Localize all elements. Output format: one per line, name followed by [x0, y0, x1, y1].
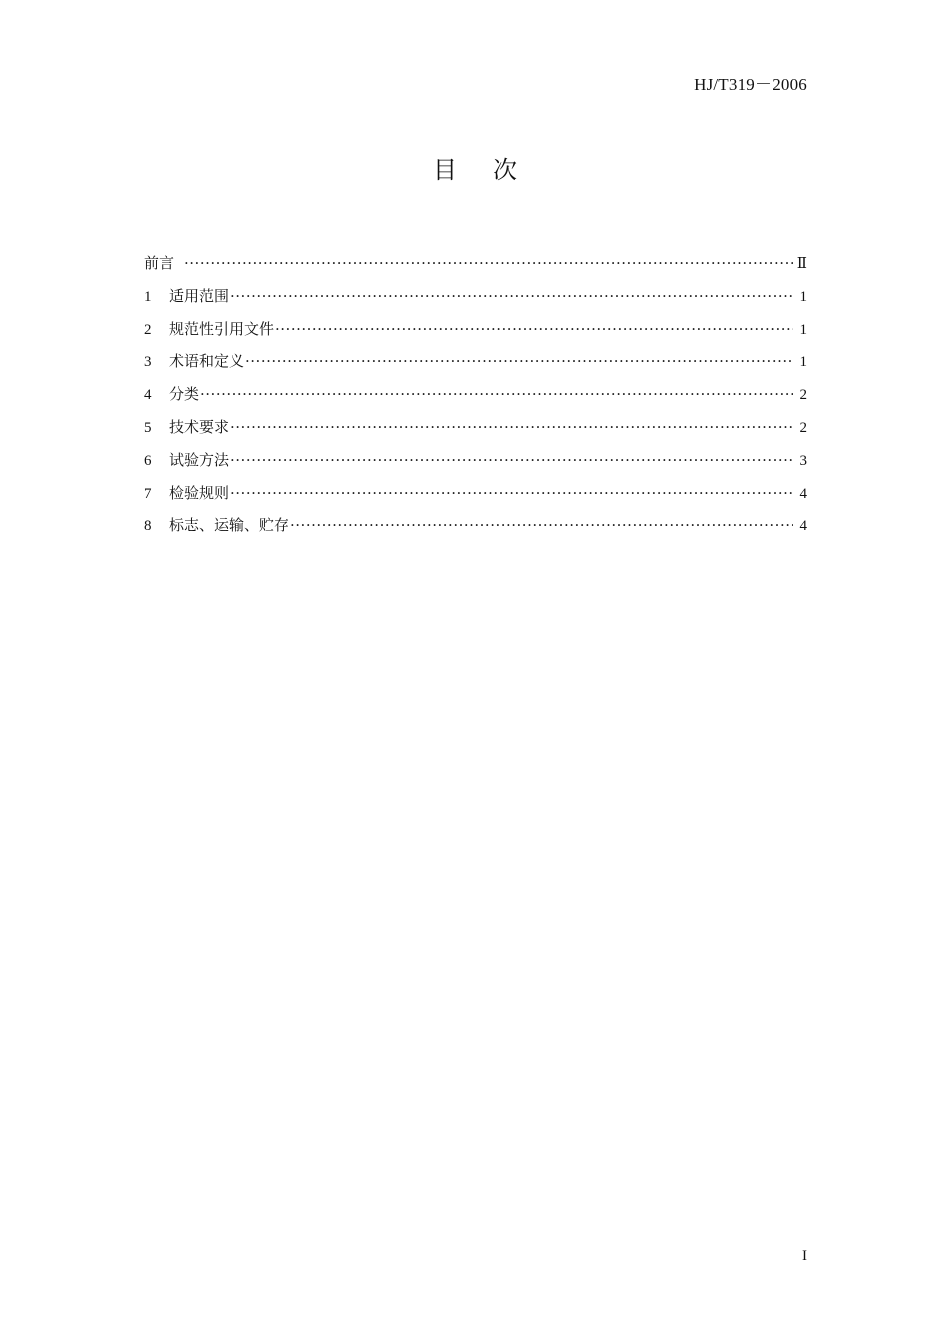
- toc-leader-dots: [230, 418, 793, 436]
- toc-leader-dots: [184, 254, 793, 272]
- toc-entry-label: 前言: [144, 254, 175, 272]
- toc-entry-label: 规范性引用文件: [169, 319, 275, 338]
- toc-entry-page: 1: [799, 354, 807, 371]
- page-title: 目次: [433, 156, 553, 184]
- toc-entry-label: 标志、运输、贮存: [169, 516, 290, 535]
- toc-entry-page: Ⅱ: [796, 256, 807, 272]
- toc-entry-page: 4: [799, 485, 807, 502]
- document-code: HJ/T319－2006: [694, 75, 807, 94]
- toc-entry-technical-requirements[interactable]: [144, 416, 807, 449]
- toc-leader-dots: [200, 385, 793, 403]
- toc-entry-number: 4: [144, 387, 152, 404]
- toc-entry-number: 6: [144, 452, 152, 469]
- toc-entry-number: 8: [144, 518, 152, 535]
- toc-entry-classification[interactable]: [144, 383, 807, 416]
- toc-entry-label: 适用范围: [169, 286, 230, 305]
- toc-entry-label: 术语和定义: [169, 352, 245, 371]
- toc-entry-number: 1: [144, 288, 152, 305]
- toc-entry-inspection-rules[interactable]: [144, 482, 807, 515]
- toc-entry-marking-transport-storage[interactable]: [144, 514, 807, 547]
- table-of-contents: [144, 252, 807, 547]
- toc-leader-dots: [245, 352, 793, 370]
- toc-entry-page: 4: [799, 518, 807, 535]
- toc-entry-number: 3: [144, 354, 152, 371]
- toc-entry-terms-definitions[interactable]: [144, 350, 807, 383]
- toc-leader-dots: [275, 320, 793, 338]
- toc-entry-page: 1: [799, 288, 807, 305]
- toc-entry-page: 3: [799, 452, 807, 469]
- toc-entry-page: 1: [799, 321, 807, 338]
- toc-leader-dots: [230, 484, 793, 502]
- toc-entry-number: 5: [144, 419, 152, 436]
- toc-entry-page: 2: [799, 419, 807, 436]
- toc-entry-scope[interactable]: [144, 285, 807, 318]
- toc-entry-number: 2: [144, 321, 152, 338]
- toc-entry-label: 技术要求: [169, 417, 230, 436]
- toc-leader-dots: [230, 287, 793, 305]
- toc-entry-label: 分类: [169, 385, 200, 404]
- toc-entry-test-methods[interactable]: [144, 449, 807, 482]
- toc-entry-foreword[interactable]: [144, 252, 807, 285]
- toc-leader-dots: [230, 451, 793, 469]
- toc-entry-normative-references[interactable]: [144, 318, 807, 351]
- toc-entry-label: 试验方法: [169, 450, 230, 469]
- toc-leader-dots: [290, 516, 793, 534]
- toc-entry-label: 检验规则: [169, 483, 230, 502]
- toc-entry-page: 2: [799, 387, 807, 404]
- toc-entry-number: 7: [144, 485, 152, 502]
- page-number: I: [802, 1248, 807, 1264]
